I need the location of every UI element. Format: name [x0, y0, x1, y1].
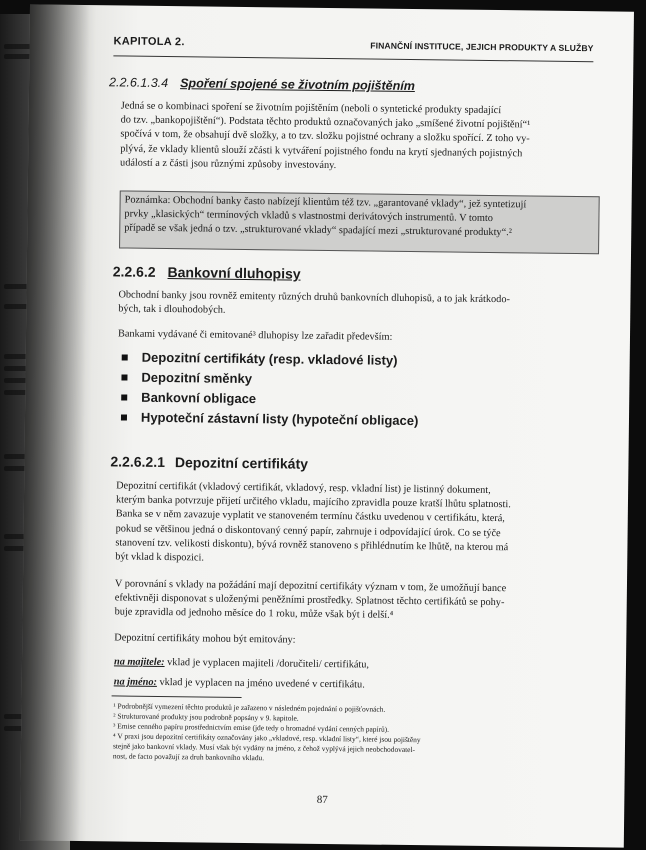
paragraph-bond-types-intro — [118, 327, 598, 347]
text-line: plývá, že vklady klientů slouží zčásti k vytváření pojistného fondu na krytí sjednaných pojistných — [120, 143, 523, 159]
emission-type-label: na jméno: — [113, 676, 158, 689]
paragraph-emission-intro — [114, 631, 594, 651]
footnote: ⁴ V praxi jsou depozitní certifikáty označovány jako „vkladové, resp. vkladní listy“, které jsou pojištěny — [113, 731, 421, 745]
text-line: prvky „klasických“ termínových vkladů s vlastnostmi derivátových instrumentů. V tomto — [124, 208, 494, 225]
section-number: 2.2.6.2 — [112, 263, 156, 280]
bullet-square-icon — [121, 374, 127, 380]
text-line: Jedná se o kombinaci spoření se životním pojištěním (neboli o syntetické produkty spadající — [120, 100, 502, 117]
footnote-divider — [112, 695, 242, 698]
text-line: bých, tak i dlouhodobých. — [118, 303, 226, 316]
list-item: Hypoteční zástavní listy (hypoteční obligace) — [121, 407, 419, 431]
footnote: stejně jako bankovní vklady. Musí však být vydány na jméno, z čehož vyplývá jejich neobchodovatel- — [112, 741, 416, 755]
text-line: V porovnání s vklady na požádání mají depozitní certifikáty význam v tom, že umožňují bance — [114, 578, 507, 595]
footnote: nost, de facto považují za druh bankovního vkladu. — [112, 751, 265, 763]
chapter-label: KAPITOLA 2. — [113, 35, 185, 49]
text-line: spočívá v tom, že obsahují dvě složky, a to tzv. složku pojistné ochrany a složku spořící. Z toho vy- — [120, 128, 530, 145]
text-line: Obchodní banky jsou rovněž emitenty různých druhů bankovních dluhopisů, a to jak krátkodo- — [118, 289, 511, 306]
emission-type-text: vklad je vyplacen majiteli /doručiteli/ certifikátu, — [164, 657, 370, 671]
bullet-square-icon — [122, 354, 128, 360]
text-line: stanovení tzv. velikosti diskontu), bývá rovněž stanoveno s přihlédnutím ke lhůtě, na kterou má — [115, 537, 509, 554]
section-heading-2-2-6-2-1 — [110, 453, 308, 471]
footnote: ³ Emise cenného papíru prostřednictvím emise (jde tedy o hromadné vydání cenných papírů). — [113, 721, 390, 734]
text-line: případě se však jedná o tzv. „strukturované vklady“ spadající mezi „strukturované produkty“.² — [124, 222, 512, 239]
bond-types-list — [121, 347, 419, 431]
paragraph-insurance-savings — [120, 99, 601, 176]
bullet-square-icon — [121, 394, 127, 400]
emission-type-label: na majitele: — [113, 656, 165, 669]
spine-shadow — [20, 4, 90, 841]
list-item: Bankovní obligace — [121, 387, 419, 411]
paragraph-deposit-certificate — [115, 479, 596, 570]
paragraph-certificate-maturity — [115, 577, 595, 625]
page-number: 87 — [316, 793, 328, 807]
section-title: Depozitní certifikáty — [174, 454, 309, 472]
list-item: Depozitní certifikáty (resp. vkladové listy) — [122, 347, 420, 371]
text-line: Depozitní certifikáty mohou být emitovány: — [114, 632, 296, 646]
text-line: Banka se v něm zavazuje vyplatit ve stanoveném termínu částku uvedenou v certifikátu, která, — [115, 508, 505, 525]
section-title: Bankovní dluhopisy — [167, 264, 301, 282]
footnote: ¹ Podrobnější vymezení těchto produktů je zařazeno v následném pojednání o pojišťovnách. — [113, 701, 386, 714]
text-line: Depozitní certifikát (vkladový certifikát, vkladový, resp. vkladní list) je listinný dokument, — [116, 480, 491, 496]
text-line: událostí a z části jsou různými způsoby investovány. — [120, 157, 337, 171]
section-heading-2-2-6-1-3-4 — [109, 75, 415, 93]
book-page — [20, 4, 634, 847]
bullet-square-icon — [121, 414, 127, 420]
section-title: Spoření spojené se životním pojištěním — [180, 76, 415, 94]
paragraph-bank-bonds — [118, 288, 598, 322]
section-number: 2.2.6.1.3.4 — [108, 75, 169, 91]
text-line: Poznámka: Obchodní banky často nabízejí klientům též tzv. „garantované vklady“, jež syntetizují — [124, 194, 527, 211]
section-heading-2-2-6-2 — [113, 263, 301, 281]
text-line: buje zpravidla od jednoho měsíce do 1 roku, může však být i delší.⁴ — [114, 606, 394, 622]
text-line: efektivněji disponovat s uloženými peněžními prostředky. Splatnost těchto certifikátů se pohy- — [114, 592, 505, 609]
text-line: Bankami vydávané či emitované³ dluhopisy lze zařadit především: — [117, 328, 393, 343]
section-number: 2.2.6.2.1 — [110, 453, 166, 471]
list-item: Depozitní směnky — [121, 367, 419, 391]
list-item — [114, 655, 594, 675]
text-line: kterým banka potvrzuje přijetí určitého vkladu, majícího zpravidla pouze kratší lhůtu splatnosti. — [115, 494, 511, 511]
emission-type-text: vklad je vyplacen na jméno uvedené v certifikátu. — [156, 677, 365, 691]
text-line: do tzv. „bankopojištění“). Podstata těchto produktů označovaných jako „smíšené životní pojištění“¹ — [120, 114, 531, 131]
list-item — [114, 676, 594, 696]
text-line: pokud se většinou jedná o diskontovaný cenný papír, zahrnuje i odpovídající úrok. Co se týče — [115, 523, 501, 539]
running-title: FINANČNÍ INSTITUCE, JEJICH PRODUKTY A SLUŽBY — [370, 40, 594, 54]
emission-list — [114, 655, 594, 695]
running-header — [113, 35, 593, 62]
footnote: ² Strukturované produkty jsou podrobně popsány v 9. kapitole. — [113, 711, 299, 723]
text-line: být vklad k dispozici. — [115, 551, 204, 564]
note-box — [119, 190, 600, 254]
